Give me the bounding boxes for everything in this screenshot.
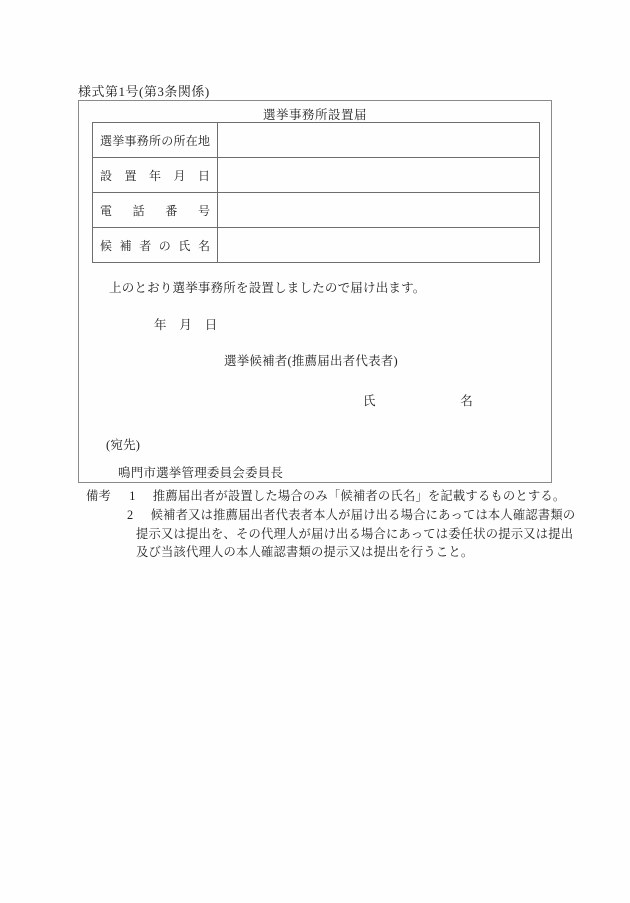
remark-text-2-line-1: 候補者又は推薦届出者代表者本人が届け出る場合にあっては本人確認書類の [150,507,576,522]
table-row-phone-number [93,192,539,227]
form-number-label: 様式第1号(第3条関係) [78,84,210,99]
signer-title: 選挙候補者(推薦届出者代表者) [224,354,398,368]
remarks-section [86,487,575,562]
table-row-office-address [93,123,539,157]
remark-number-2: 2 [127,507,134,522]
field-label-candidate-name: 候補者の氏名 [100,238,210,253]
table-row-establishment-date [93,157,539,192]
field-label-phone-number: 電話番号 [100,203,210,218]
field-label-cell [93,193,218,227]
field-label-cell [93,158,218,192]
date-line: 年 月 日 [154,318,218,332]
remark-text-1: 推薦届出者が設置した場合のみ「候補者の氏名」を記載するものとする。 [152,489,566,503]
field-value-office-address [218,123,539,157]
fields-table [92,122,540,263]
name-label-right: 名 [460,394,473,408]
remark-item-2 [86,506,575,525]
field-value-phone-number [218,193,539,227]
remark-item-1 [86,487,575,506]
remark-text-2-line-2: 提示又は提出を、その代理人が届け出る場合にあっては委任状の提示又は提出 [136,526,574,541]
field-label-cell [93,228,218,262]
field-label-office-address: 選挙事務所の所在地 [100,133,210,148]
form-outer-box [78,100,552,483]
remark-number-1: 1 [129,489,136,503]
addressee-name: 鳴門市選挙管理委員会委員長 [118,466,284,480]
field-value-candidate-name [218,228,539,262]
remark-text-2-line-3: 及び当該代理人の本人確認書類の提示又は提出を行うこと。 [136,545,474,560]
name-signature-line [363,391,473,409]
declaration-sentence: 上のとおり選挙事務所を設置しましたので届け出ます。 [109,281,426,295]
table-row-candidate-name [93,227,539,262]
field-label-establishment-date: 設置年月日 [100,168,210,183]
field-value-establishment-date [218,158,539,192]
field-label-cell [93,123,218,157]
name-label-left: 氏 [363,394,376,408]
remarks-heading: 備考 [86,489,111,503]
addressee-label: (宛先) [106,438,141,452]
document-title: 選挙事務所設置届 [262,108,367,122]
